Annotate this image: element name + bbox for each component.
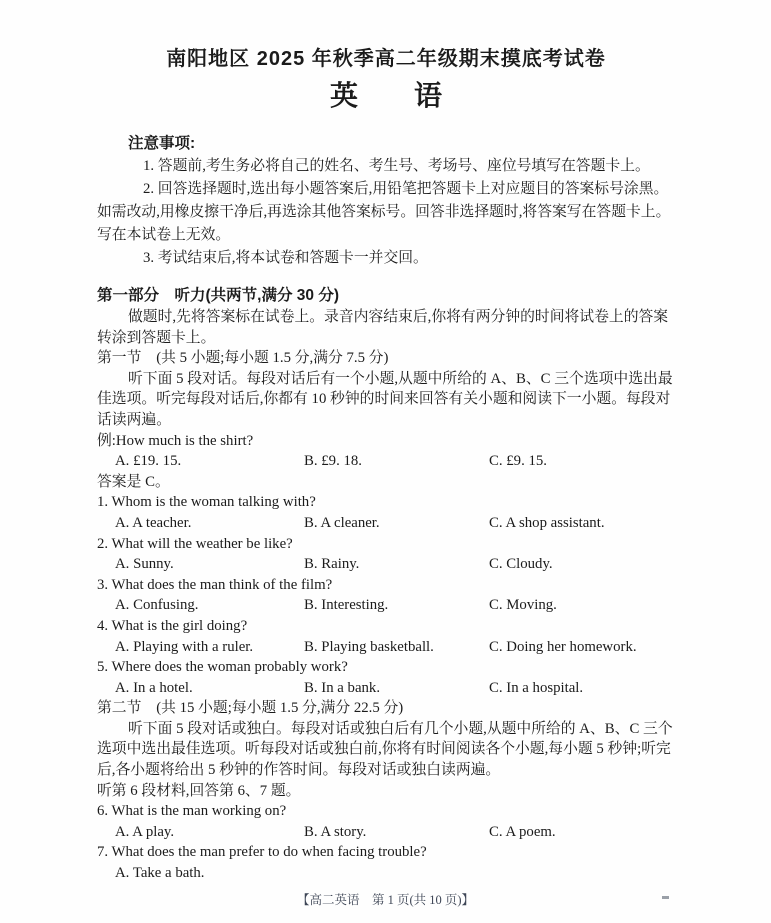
question-3-option-a: A. Confusing. (115, 597, 199, 614)
notice-item-2: 2. 回答选择题时,选出每小题答案后,用铅笔把答题卡上对应题目的答案标号涂黑。如需改动,用橡皮擦干净后,再选涂其他答案标号。回答非选择题时,将答案写在答题卡上。写在本试卷上无效。 (97, 181, 671, 243)
exam-title: 南阳地区 2025 年秋季高二年级期末摸底考试卷 (166, 48, 606, 70)
material-note: 听第 6 段材料,回答第 6、7 题。 (97, 782, 301, 799)
example-answer: 答案是 C。 (97, 473, 170, 490)
question-1-text: 1. Whom is the woman talking with? (97, 494, 316, 511)
question-3-options (97, 595, 675, 616)
question-6-text: 6. What is the man working on? (97, 803, 287, 820)
question-7-option-a: A. Take a bath. (115, 865, 205, 882)
question-4-text: 4. What is the girl doing? (97, 617, 248, 634)
page-footer: 【高二英语 第 1 页(共 10 页)】 (296, 893, 475, 907)
example-option-b: B. £9. 18. (304, 453, 362, 470)
question-5-text: 5. Where does the woman probably work? (97, 659, 348, 676)
question-6-option-a: A. A play. (115, 823, 175, 840)
notice-heading: 注意事项: (128, 135, 196, 152)
question-2-option-c: C. Cloudy. (489, 556, 553, 573)
question-7-options (97, 863, 675, 884)
question-2-option-b: B. Rainy. (304, 556, 360, 573)
question-3-text: 3. What does the man think of the film? (97, 576, 333, 593)
question-2-options (97, 554, 675, 575)
question-3-option-b: B. Interesting. (304, 597, 389, 614)
section1-intro: 听下面 5 段对话。每段对话后有一个小题,从题中所给的 A、B、C 三个选项中选出最佳选项。听完每段对话后,你都有 10 秒钟的时间来回答有关小题和阅读下一小题。每段对话读两遍。 (97, 370, 673, 428)
question-1-options (97, 513, 675, 534)
question-5-option-b: B. In a bank. (304, 679, 381, 696)
question-1-option-b: B. A cleaner. (304, 514, 380, 531)
example-option-c: C. £9. 15. (489, 453, 547, 470)
notice-item-1: 1. 答题前,考生务必将自己的姓名、考生号、考场号、座位号填写在答题卡上。 (143, 158, 650, 174)
scan-artifact-mark (662, 896, 669, 899)
question-7-text: 7. What does the man prefer to do when facing trouble? (97, 844, 427, 861)
example-options (97, 451, 675, 472)
question-5-option-a: A. In a hotel. (115, 679, 193, 696)
part1-heading: 第一部分 听力(共两节,满分 30 分) (97, 287, 339, 304)
section1-heading: 第一节 (共 5 小题;每小题 1.5 分,满分 7.5 分) (97, 350, 389, 367)
part1-intro: 做题时,先将答案标在试卷上。录音内容结束后,你将有两分钟的时间将试卷上的答案转涂到答题卡上。 (97, 309, 669, 346)
question-3-option-c: C. Moving. (489, 597, 557, 614)
question-4-option-a: A. Playing with a ruler. (115, 638, 254, 655)
section2-intro: 听下面 5 段对话或独白。每段对话或独白后有几个小题,从题中所给的 A、B、C 三个选项中选出最佳选项。听每段对话或独白前,你将有时间阅读各个小题,每小题 5 秒钟;听完后,各小题将给出 5 秒钟的作答时间。每段对话或独白读两遍。 (97, 720, 673, 779)
question-2-text: 2. What will the weather be like? (97, 535, 293, 552)
question-1-option-c: C. A shop assistant. (489, 514, 605, 531)
question-4-options (97, 637, 675, 658)
question-6-option-b: B. A story. (304, 823, 367, 840)
question-2-option-a: A. Sunny. (115, 556, 174, 573)
subject-title: 英 语 (329, 80, 442, 111)
question-6-options (97, 822, 675, 843)
question-5-option-c: C. In a hospital. (489, 679, 584, 696)
notice-section (97, 132, 675, 270)
question-1-option-a: A. A teacher. (115, 514, 192, 531)
notice-item-3: 3. 考试结束后,将本试卷和答题卡一并交回。 (143, 250, 428, 266)
question-5-options (97, 678, 675, 699)
example-prompt: 例:How much is the shirt? (97, 432, 254, 449)
section2-heading: 第二节 (共 15 小题;每小题 1.5 分,满分 22.5 分) (97, 700, 404, 717)
question-4-option-c: C. Doing her homework. (489, 638, 637, 655)
question-4-option-b: B. Playing basketball. (304, 638, 434, 655)
question-6-option-c: C. A poem. (489, 823, 556, 840)
example-option-a: A. £19. 15. (115, 453, 182, 470)
